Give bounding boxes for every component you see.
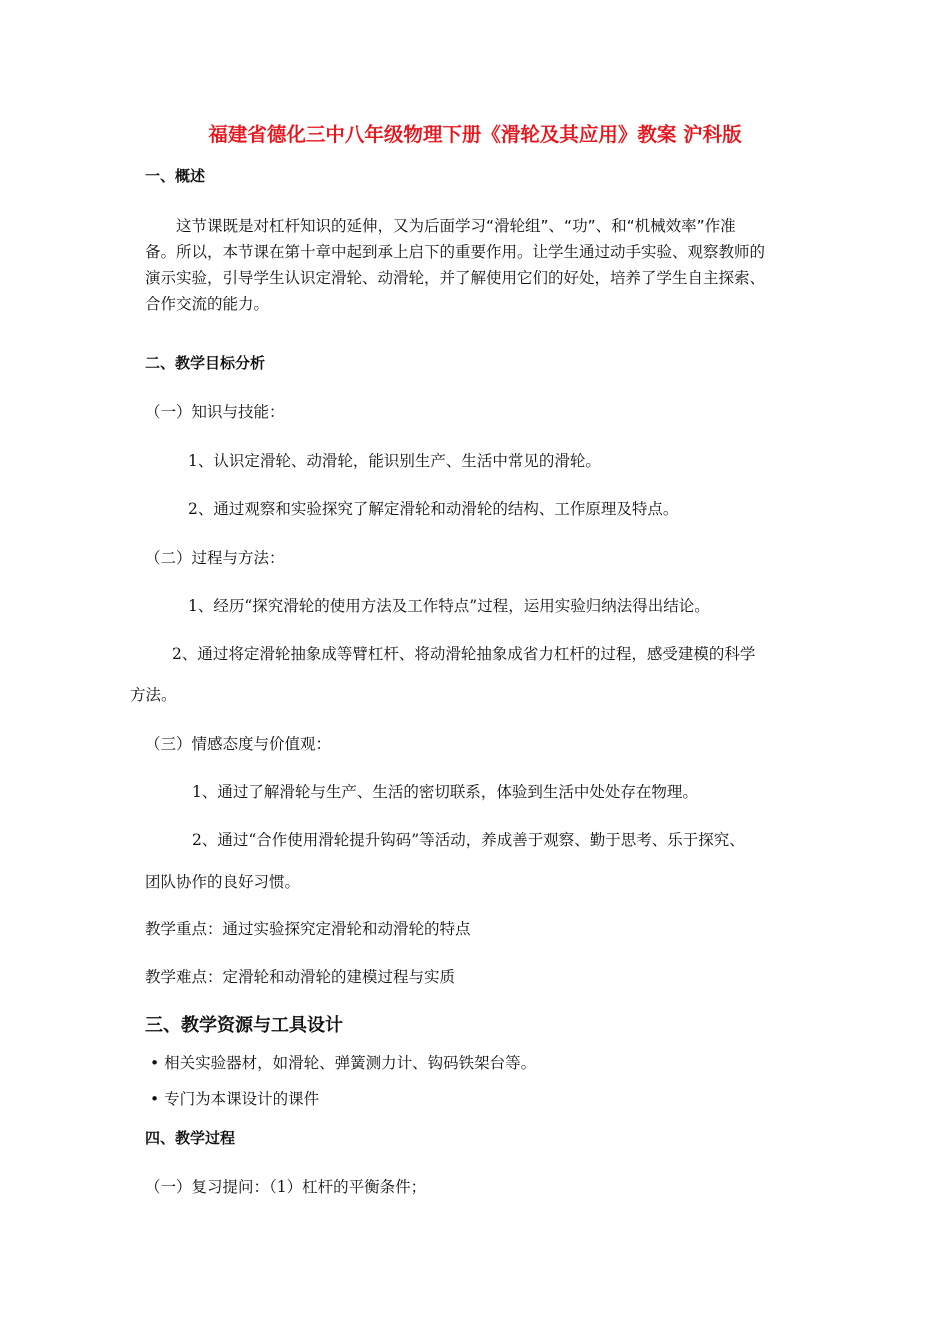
- section-heading-objectives: 二、教学目标分析: [145, 354, 266, 372]
- document-title: 福建省德化三中八年级物理下册《滑轮及其应用》教案 沪科版: [208, 123, 742, 146]
- resource-item-1-text: 相关实验器材，如滑轮、弹簧测力计、钩码铁架台等。: [164, 1054, 537, 1072]
- objectives-sub-process: （二）过程与方法：: [145, 549, 285, 567]
- overview-line-3: 演示实验，引导学生认识定滑轮、动滑轮，并了解使用它们的好处，培养了学生自主探索、: [145, 269, 766, 287]
- section-heading-resources: 三、教学资源与工具设计: [145, 1015, 343, 1036]
- resource-item-1: [150, 1052, 536, 1074]
- overview-paragraph: [145, 213, 797, 317]
- teaching-difficulty: 教学难点：定滑轮和动滑轮的建模过程与实质: [145, 968, 456, 986]
- bullet-icon: •: [150, 1090, 160, 1108]
- resource-item-2-text: 专门为本课设计的课件: [164, 1090, 320, 1108]
- process-review-question: （一）复习提问：（1）杠杆的平衡条件；: [145, 1178, 427, 1196]
- objectives-attitude-item-2-line-1: 2、通过“合作使用滑轮提升钩码”等活动，养成善于观察、勤于思考、乐于探究、: [192, 831, 745, 849]
- bullet-icon: •: [150, 1054, 160, 1072]
- objectives-process-item-2-line-2: 方法。: [130, 686, 177, 704]
- objectives-sub-knowledge: （一）知识与技能：: [145, 403, 285, 421]
- section-heading-overview: 一、概述: [145, 167, 206, 185]
- section-heading-process: 四、教学过程: [145, 1129, 236, 1147]
- resource-item-2: [150, 1088, 319, 1110]
- objectives-process-item-2-line-1: 2、通过将定滑轮抽象成等臂杠杆、将动滑轮抽象成省力杠杆的过程，感受建模的科学: [172, 645, 756, 663]
- teaching-key-point: 教学重点：通过实验探究定滑轮和动滑轮的特点: [145, 920, 471, 938]
- objectives-attitude-item-2-line-2: 团队协作的良好习惯。: [145, 873, 301, 891]
- objectives-knowledge-item-2: 2、通过观察和实验探究了解定滑轮和动滑轮的结构、工作原理及特点。: [188, 500, 679, 518]
- objectives-knowledge-item-1: 1、认识定滑轮、动滑轮，能识别生产、生活中常见的滑轮。: [188, 452, 601, 470]
- overview-line-4: 合作交流的能力。: [145, 295, 270, 313]
- objectives-attitude-item-1: 1、通过了解滑轮与生产、生活的密切联系，体验到生活中处处存在物理。: [192, 783, 698, 801]
- overview-line-1: 这节课既是对杠杆知识的延伸，又为后面学习“滑轮组”、“功”、和“机械效率”作准: [176, 217, 736, 235]
- objectives-process-item-1: 1、经历“探究滑轮的使用方法及工作特点”过程，运用实验归纳法得出结论。: [188, 597, 710, 615]
- overview-line-2: 备。所以，本节课在第十章中起到承上启下的重要作用。让学生通过动手实验、观察教师的: [145, 243, 766, 261]
- objectives-sub-attitude: （三）情感态度与价值观：: [145, 735, 332, 753]
